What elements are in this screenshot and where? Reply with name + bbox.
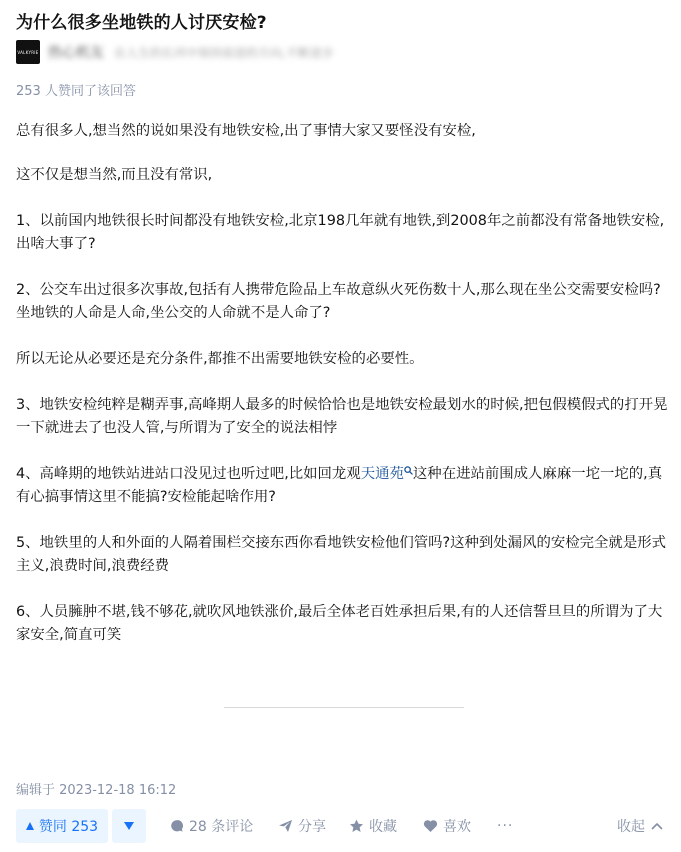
avatar-logo-text: VALKYRIE	[17, 49, 39, 55]
answer-content	[16, 120, 672, 670]
upvote-summary: 253 人赞同了该回答	[16, 84, 136, 99]
paragraph-point-5: 5、地铁里的人和外面的人隔着围栏交接东西你看地铁安检他们管吗?这种到处漏风的安检完全就是形式主义,浪费时间,浪费经费	[16, 535, 666, 574]
search-icon	[404, 466, 413, 475]
author-bio: 在人生的长河中保持前进的方向,不断进步	[114, 45, 334, 60]
heart-icon	[423, 819, 438, 833]
comment-icon	[170, 819, 184, 833]
paragraph-point-4-after: 这种在进站前围成人麻麻一坨一坨的,真有心搞事情这里不能搞?安检能起啥作用?	[16, 466, 663, 505]
share-icon	[278, 819, 293, 833]
search-link-label: 天通苑	[360, 466, 404, 482]
edit-timestamp[interactable]: 编辑于 2023-12-18 16:12	[16, 783, 177, 798]
collect-label: 收藏	[369, 819, 397, 835]
more-button[interactable]	[497, 816, 513, 836]
star-icon	[349, 819, 364, 833]
collapse-label: 收起	[617, 819, 645, 835]
comment-button[interactable]	[170, 816, 253, 836]
like-button[interactable]	[423, 816, 471, 836]
paragraph-point-4-before: 4、高峰期的地铁站进站口没见过也听过吧,比如回龙观	[16, 466, 361, 482]
question-title[interactable]: 为什么很多坐地铁的人讨厌安检?	[16, 13, 267, 33]
share-button[interactable]	[278, 816, 326, 836]
author-name[interactable]: 热心机友	[48, 45, 104, 61]
more-icon: ···	[497, 818, 514, 834]
upvote-label: 赞同 253	[38, 819, 99, 835]
avatar[interactable]	[16, 40, 40, 64]
downvote-arrow-icon	[124, 822, 134, 830]
share-label: 分享	[298, 819, 326, 835]
chevron-up-icon	[651, 822, 663, 830]
upvote-arrow-icon	[26, 822, 34, 830]
content-divider	[224, 707, 464, 708]
collect-button[interactable]	[349, 816, 397, 836]
paragraph-point-1: 1、以前国内地铁很长时间都没有地铁安检,北京198几年就有地铁,到2008年之前都没有常备地铁安检,出啥大事了?	[16, 213, 665, 252]
comment-label: 28 条评论	[189, 819, 254, 835]
paragraph-point-4	[16, 463, 672, 509]
paragraph-point-3: 3、地铁安检纯粹是糊弄事,高峰期人最多的时候恰恰也是地铁安检最划水的时候,把包假模假式的打开晃一下就进去了也没人管,与所谓为了安全的说法相悖	[16, 397, 668, 436]
paragraph-conclusion: 所以无论从必要还是充分条件,都推不出需要地铁安检的必要性。	[16, 351, 424, 367]
paragraph-point-2: 2、公交车出过很多次事故,包括有人携带危险品上车故意纵火死伤数十人,那么现在坐公交需要安检吗?坐地铁的人命是人命,坐公交的人命就不是人命了?	[16, 282, 661, 321]
downvote-button[interactable]	[112, 809, 146, 843]
paragraph-intro: 总有很多人,想当然的说如果没有地铁安检,出了事情大家又要怪没有安检,	[16, 123, 476, 139]
paragraph-point-6: 6、人员臃肿不堪,钱不够花,就吹风地铁涨价,最后全体老百姓承担后果,有的人还信誓旦旦的所谓为了大家安全,简直可笑	[16, 604, 663, 643]
upvote-button[interactable]	[16, 809, 108, 843]
collapse-button[interactable]	[617, 816, 663, 836]
action-bar	[0, 808, 681, 846]
paragraph-common-sense: 这不仅是想当然,而且没有常识,	[16, 167, 213, 183]
like-label: 喜欢	[443, 819, 471, 835]
search-link-tiantongyuan[interactable]	[361, 466, 413, 482]
author-info	[16, 40, 334, 64]
